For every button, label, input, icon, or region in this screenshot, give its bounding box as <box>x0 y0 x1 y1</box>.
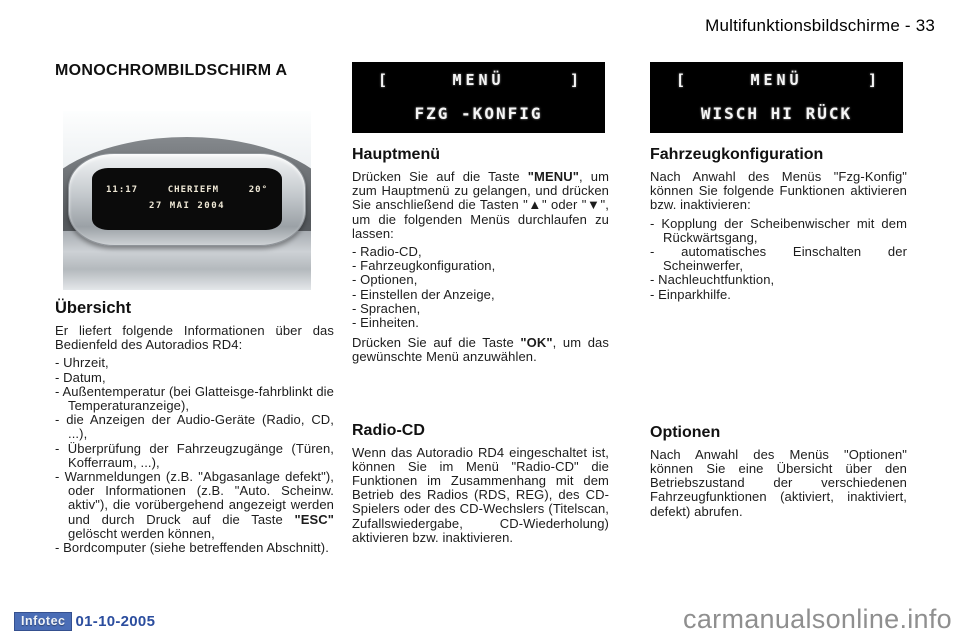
lcd-bracket-right: ] <box>867 71 877 89</box>
lcd-screen-fzg-konfig <box>352 62 605 133</box>
hauptmenu-paragraph: Drücken Sie auf die Taste "MENU", um zum Hauptmenü zu gelangen, und drücken Sie anschließend die Tasten "▲" oder "▼", um die folgenden Menüs durchlaufen zu lassen: <box>352 169 609 241</box>
screen-time: 11:17 <box>106 185 139 195</box>
screen-station: CHERIEFM <box>167 185 220 195</box>
list-item: - Fahrzeugkonfiguration, <box>352 258 496 274</box>
list-item: - Einstellen der Anzeige, <box>352 286 495 302</box>
bullet-dash: - <box>55 355 60 371</box>
screen-date: 27 MAI 2004 <box>148 201 226 211</box>
list-item: - Optionen, <box>352 272 418 288</box>
section-heading-optionen: Optionen <box>650 423 721 441</box>
lcd-bracket-left: [ <box>676 71 686 89</box>
list-item: - Sprachen, <box>352 300 421 316</box>
section-heading-fahrzeugkonfiguration: Fahrzeugkonfiguration <box>650 146 824 163</box>
bullet-dash: - <box>55 440 60 456</box>
list-item: - Kopplung der Scheibenwischer mit dem Rückwärtsgang, <box>650 215 907 245</box>
section-heading-radio-cd: Radio-CD <box>352 421 425 439</box>
fahrzeugkonfiguration-intro: Nach Anwahl des Menüs "Fzg-Konfig" können Sie folgende Funktionen aktivieren bzw. inaktivieren: <box>650 169 907 213</box>
bullet-dash: - <box>352 272 357 288</box>
bullet-dash: - <box>55 412 60 428</box>
fahrzeugkonfiguration-list <box>650 217 907 302</box>
screen-temperature: 20° <box>248 185 268 195</box>
optionen-paragraph: Nach Anwahl des Menüs "Optionen" können Sie eine Übersicht über den Betriebszustand der verschiedenen Fahrzeugfunktionen (aktiviert, inaktiviert, defekt) abrufen. <box>650 446 907 519</box>
lcd-menu-entry: FZG -KONFIG <box>414 104 543 123</box>
lcd-menu-row <box>378 71 579 89</box>
lcd-bracket-right: ] <box>569 71 579 89</box>
bullet-dash: - <box>650 244 655 260</box>
lcd-menu-title: MENÜ <box>452 71 505 89</box>
hauptmenu-list <box>352 245 609 330</box>
column-middle <box>352 62 609 545</box>
lcd-menu-title: MENÜ <box>750 71 803 89</box>
bullet-dash: - <box>352 244 357 260</box>
column-right <box>650 62 907 519</box>
lcd-bracket-left: [ <box>378 71 388 89</box>
bullet-dash: - <box>352 300 357 316</box>
list-item: - Datum, <box>55 369 106 385</box>
infotec-logo: Infotec <box>14 612 72 631</box>
bullet-dash: - <box>55 369 60 385</box>
bullet-dash: - <box>650 286 655 302</box>
dashboard-display-photo <box>63 111 311 290</box>
monochrome-screen-a <box>92 168 282 230</box>
bullet-dash: - <box>650 272 655 288</box>
bullet-dash: - <box>352 315 357 331</box>
bullet-dash: - <box>352 286 357 302</box>
page-title: MONOCHROMBILDSCHIRM A <box>55 62 288 79</box>
list-item: - automatisches Einschalten der Scheinwerfer, <box>650 244 907 274</box>
list-item: - Einheiten. <box>352 315 419 331</box>
bullet-dash: - <box>55 469 60 485</box>
bullet-dash: - <box>650 215 655 231</box>
lcd-menu-row <box>676 71 877 89</box>
section-heading-uebersicht: Übersicht <box>55 299 132 317</box>
list-item: - Überprüfung der Fahrzeugzugänge (Türen, Kofferraum, ...), <box>55 440 335 470</box>
lcd-menu-entry: WISCH HI RÜCK <box>700 104 853 123</box>
footer-brand <box>14 612 155 631</box>
list-item: - Radio-CD, <box>352 244 422 260</box>
radio-cd-paragraph: Wenn das Autoradio RD4 eingeschaltet ist, können Sie im Menü "Radio-CD" die Funktionen im Zusammenhang mit dem Betrieb des Radios (RDS, REG), des CD-Spielers oder des CD-Wechslers (Titelscan, Zufallswiedergabe, CD-Wiederholung) aktivieren bzw. inaktivieren. <box>352 444 609 545</box>
bullet-dash: - <box>55 540 60 556</box>
uebersicht-list <box>55 356 334 555</box>
uebersicht-intro: Er liefert folgende Informationen über das Bedienfeld des Autoradios RD4: <box>55 323 334 353</box>
list-item: - die Anzeigen der Audio-Geräte (Radio, CD, ...), <box>55 412 335 442</box>
page-header: Multifunktionsbildschirme - 33 <box>705 16 935 35</box>
screen-line-1 <box>106 185 268 195</box>
lcd-screen-wisch-hi-rueck <box>650 62 903 133</box>
esc-key-label: "ESC" <box>294 511 334 527</box>
watermark-text: carmanualsonline.info <box>683 604 952 634</box>
list-item: - Einparkhilfe. <box>650 286 731 302</box>
ok-key-label: "OK" <box>520 335 553 351</box>
revision-date: 01-10-2005 <box>75 613 156 630</box>
list-item: - Uhrzeit, <box>55 355 109 371</box>
list-item: - Außentemperatur (bei Glatteisge-fahrblinkt die Temperaturanzeige), <box>55 383 334 414</box>
list-item: - Warnmeldungen (z.B. "Abgasanlage defekt"), oder Informationen (z.B. "Auto. Scheinw. aktiv"), die vorübergehend angezeigt werden und durch Druck auf die Taste "ESC" gelöscht werden können, <box>55 469 334 541</box>
list-item: - Nachleuchtfunktion, <box>650 272 775 288</box>
bullet-dash: - <box>55 383 60 399</box>
column-left <box>55 62 334 555</box>
bullet-dash: - <box>352 258 357 274</box>
ok-paragraph: Drücken Sie auf die Taste "OK", um das gewünschte Menü anzuwählen. <box>352 335 609 365</box>
menu-key-label: "MENU" <box>527 169 579 184</box>
list-item: - Bordcomputer (siehe betreffenden Abschnitt). <box>55 540 329 556</box>
section-heading-hauptmenu: Hauptmenü <box>352 146 440 163</box>
